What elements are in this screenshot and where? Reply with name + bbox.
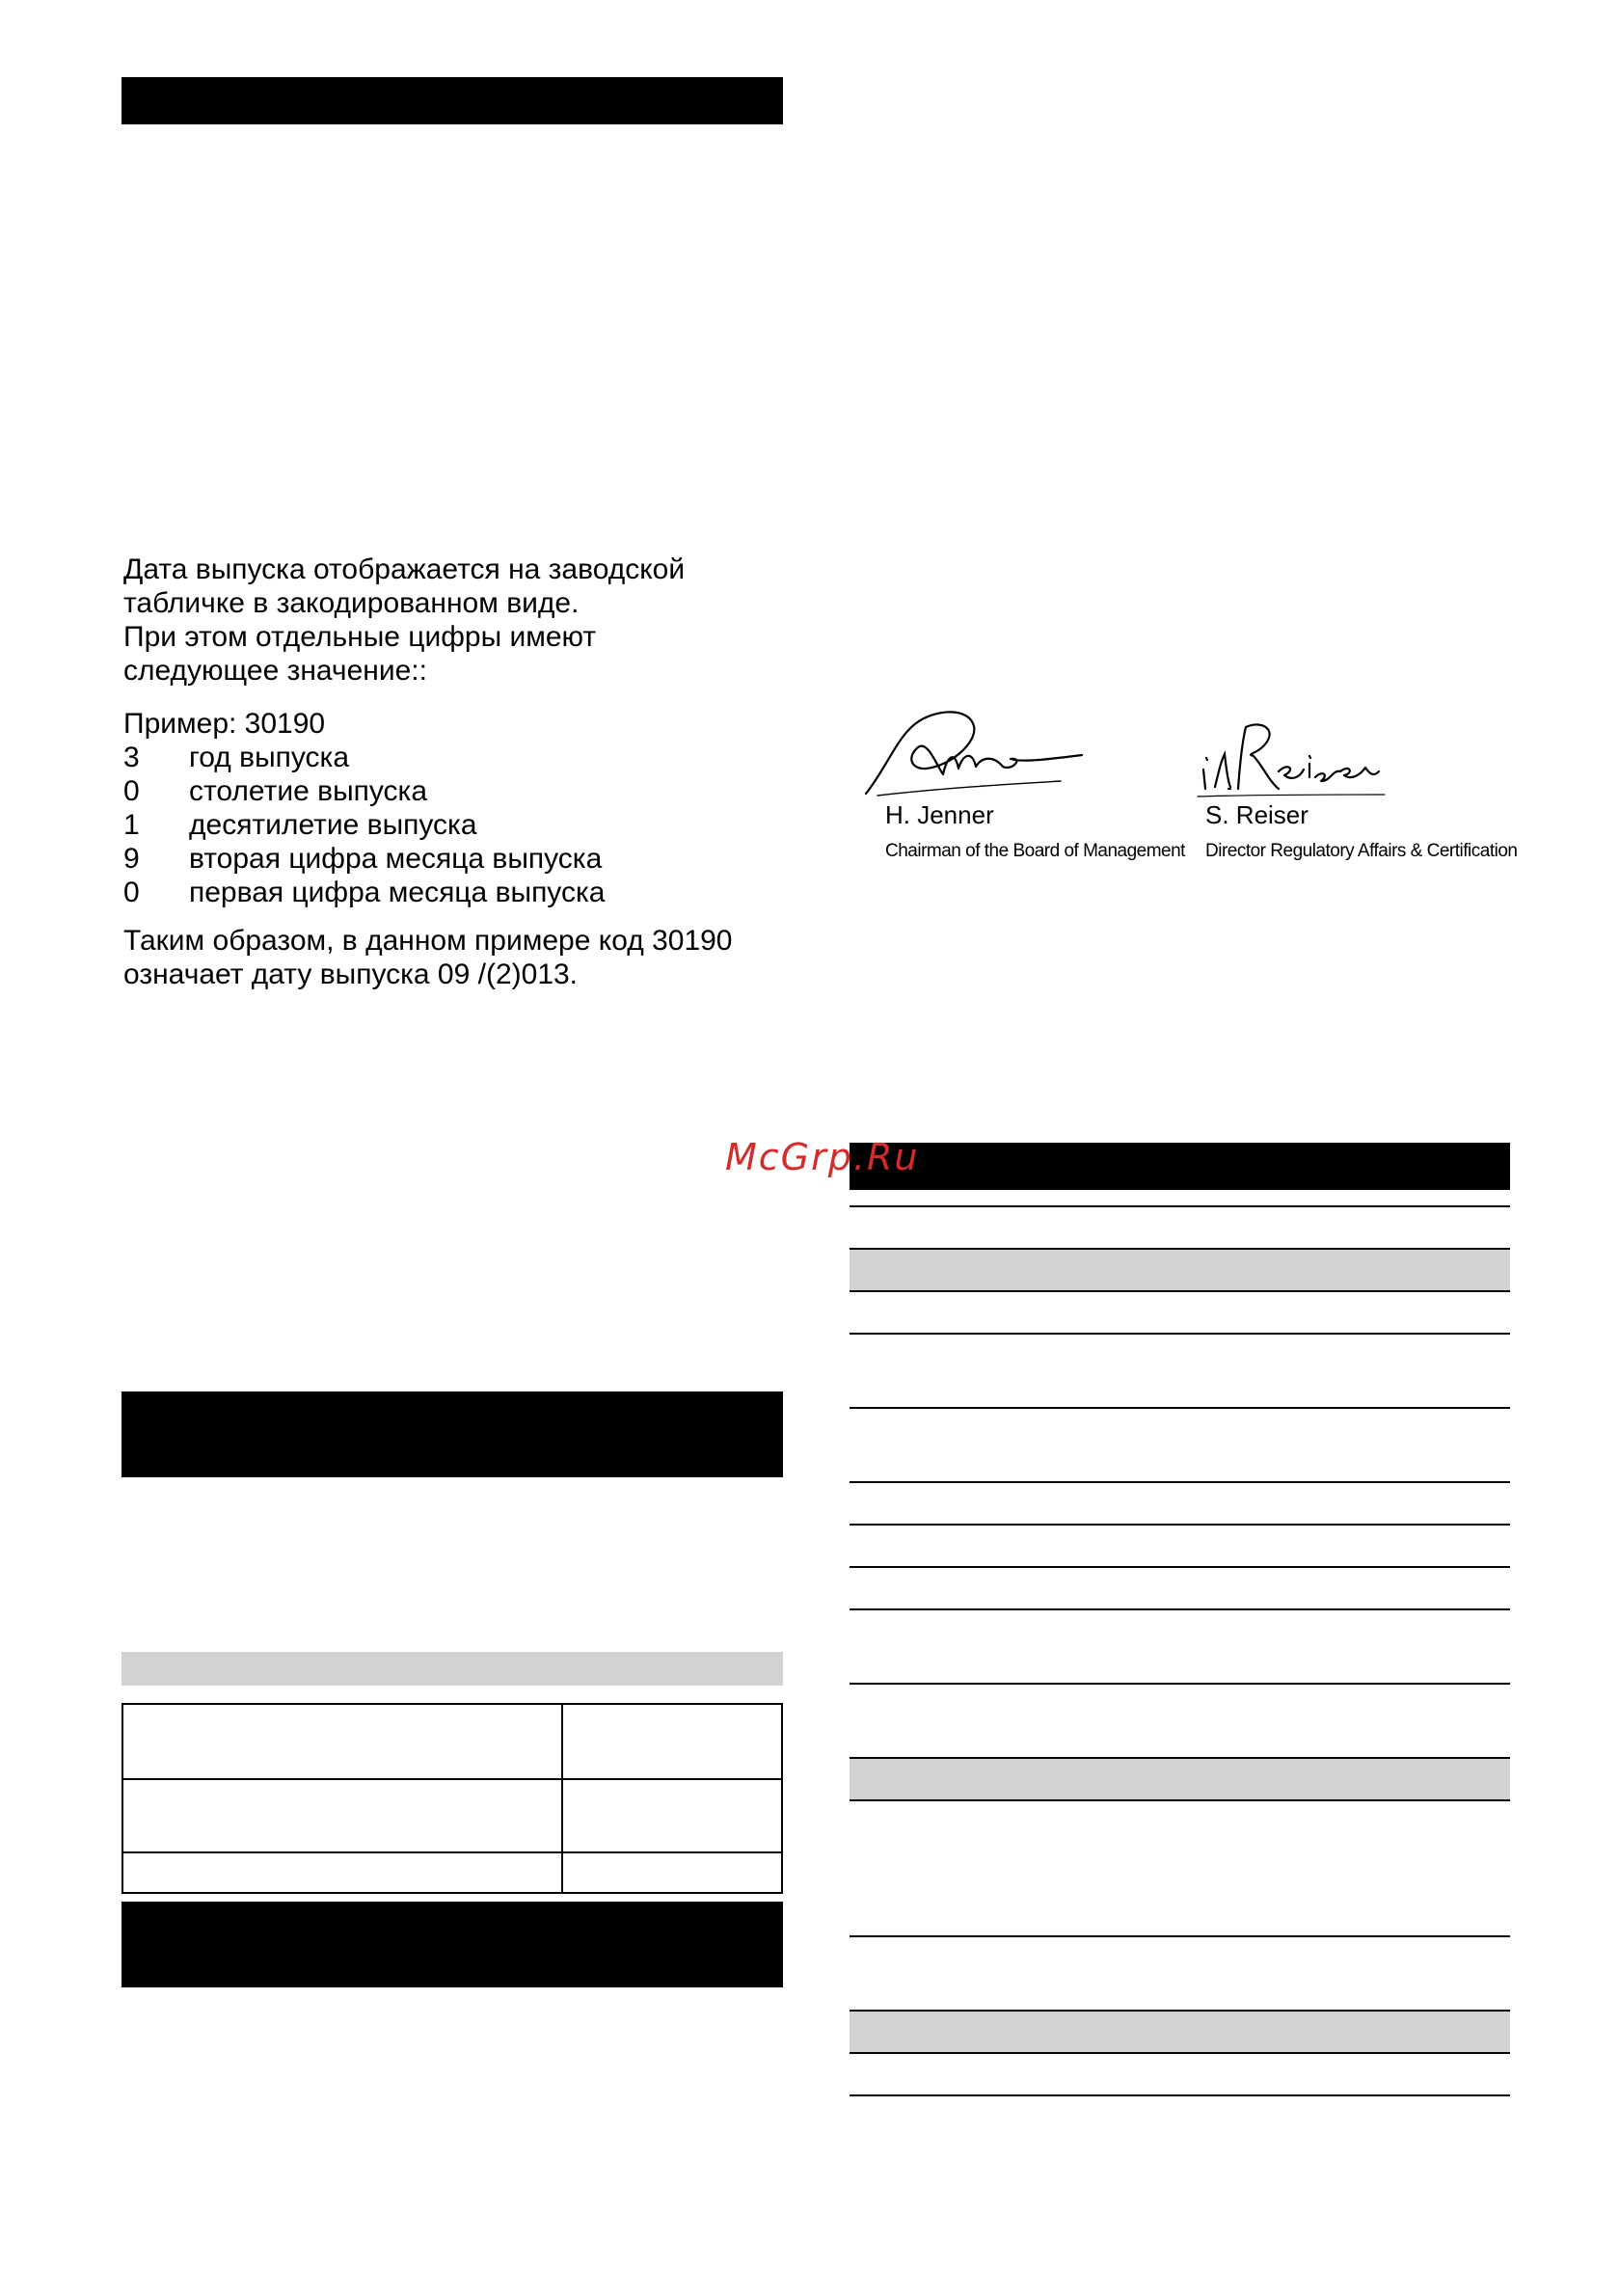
spec-table-rule (850, 1935, 1510, 1937)
signatory-title: Director Regulatory Affairs & Certification (1205, 841, 1518, 861)
spec-table-rule (850, 1407, 1510, 1409)
spec-table-rule (850, 2010, 1510, 2012)
example-label: Пример: 30190 (123, 708, 326, 740)
spec-table-rule (850, 1481, 1510, 1483)
conclusion-line: означает дату выпуска 09 /(2)013. (123, 959, 579, 990)
spec-table-rule (850, 1524, 1510, 1526)
signatory-title: Chairman of the Board of Management (885, 841, 1185, 861)
date-code-example (123, 707, 605, 909)
signature-reiser (1196, 714, 1389, 800)
code-digit-row: 9 вторая цифра месяца выпуска (123, 843, 603, 875)
watermark: McGrp.Ru (725, 1136, 920, 1178)
spec-table-rule (850, 1608, 1510, 1610)
intro-line: табличке в закодированном виде. (123, 587, 580, 619)
signatory-name: S. Reiser (1205, 800, 1309, 829)
spec-table-rule (850, 1333, 1510, 1335)
table-caption-bar (121, 1652, 783, 1686)
table-row (123, 1851, 781, 1853)
spec-table-rule (850, 1757, 1510, 1759)
spec-table-rule (850, 2052, 1510, 2054)
signatory-name: H. Jenner (885, 800, 994, 829)
section-header-bar-middle (121, 1391, 783, 1477)
intro-line: При этом отдельные цифры имеют (123, 621, 597, 653)
spec-table-rule (850, 1799, 1510, 1801)
left-table (121, 1703, 783, 1894)
signatory-jenner (885, 800, 1185, 862)
date-code-intro (123, 553, 685, 688)
table-column-separator (561, 1705, 563, 1892)
intro-line: следующее значение:: (123, 655, 427, 687)
spec-table-group-bar (850, 1757, 1510, 1799)
spec-table-header-bar (850, 1143, 1510, 1190)
spec-table-rule (850, 2094, 1510, 2096)
code-digit-row: 0 столетие выпуска (123, 775, 428, 807)
spec-table-rule (850, 1566, 1510, 1568)
spec-table-rule (850, 1290, 1510, 1292)
spec-table-rule (850, 1248, 1510, 1250)
section-header-bar-bottom (121, 1902, 783, 1987)
table-row (123, 1778, 781, 1780)
spec-table-group-bar (850, 2010, 1510, 2052)
code-digit-row: 1 десятилетие выпуска (123, 809, 477, 841)
spec-table-group-bar (850, 1248, 1510, 1290)
code-digit-row: 3 год выпуска (123, 742, 350, 773)
conclusion-line: Таким образом, в данном примере код 30190 (123, 925, 733, 957)
spec-table-rule (850, 1683, 1510, 1685)
date-code-conclusion (123, 924, 733, 991)
signature-jenner (858, 699, 1090, 805)
signatory-reiser (1205, 800, 1517, 862)
intro-line: Дата выпуска отображается на заводской (123, 554, 686, 585)
section-header-bar-top (121, 77, 783, 124)
spec-table-rule (850, 1205, 1510, 1207)
code-digit-row: 0 первая цифра месяца выпуска (123, 877, 606, 908)
